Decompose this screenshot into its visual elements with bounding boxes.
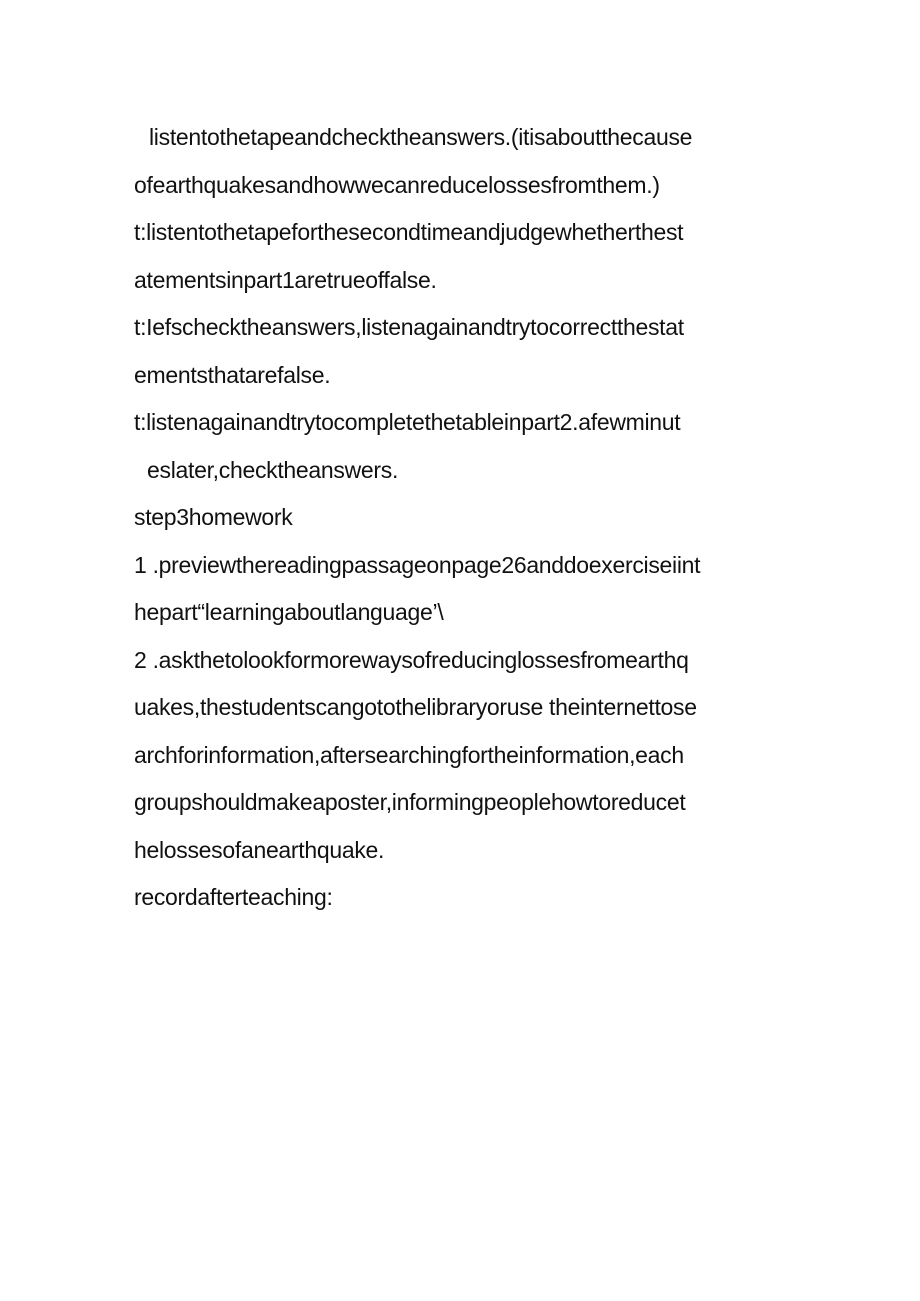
list-item: 2 .askthetolookformorewaysofreducinglossesfromearthq (134, 647, 689, 673)
text-line: atementsinpart1aretrueoffalse. (134, 267, 437, 293)
text-line: uakes,thestudentscangotothelibraryoruse theinternettose (134, 694, 697, 720)
text-line: helossesofanearthquake. (134, 837, 385, 863)
text-line: t:listentothetapeforthesecondtimeandjudgewhetherthest (134, 219, 684, 245)
text-line: hepart“learningaboutlanguage’\ (134, 599, 444, 625)
section-heading: recordafterteaching: (134, 884, 333, 910)
section-heading: step3homework (134, 504, 293, 530)
text-line: t:Iefschecktheanswers,listenagainandtrytocorrectthestat (134, 314, 684, 340)
list-item: 1 .previewthereadingpassageonpage26anddoexerciseiint (134, 552, 701, 578)
text-line: eslater,checktheanswers. (147, 457, 399, 483)
text-line: t:listenagainandtrytocompletethetableinpart2.afewminut (134, 409, 681, 435)
text-line: ementsthatarefalse. (134, 362, 331, 388)
text-line: ofearthquakesandhowwecanreducelossesfromthem.) (134, 172, 660, 198)
text-line: archforinformation,aftersearchingfortheinformation,each (134, 742, 684, 768)
text-line: groupshouldmakeaposter,informingpeoplehowtoreducet (134, 789, 686, 815)
text-line: listentothetapeandchecktheanswers.(itisaboutthecause (149, 124, 693, 150)
